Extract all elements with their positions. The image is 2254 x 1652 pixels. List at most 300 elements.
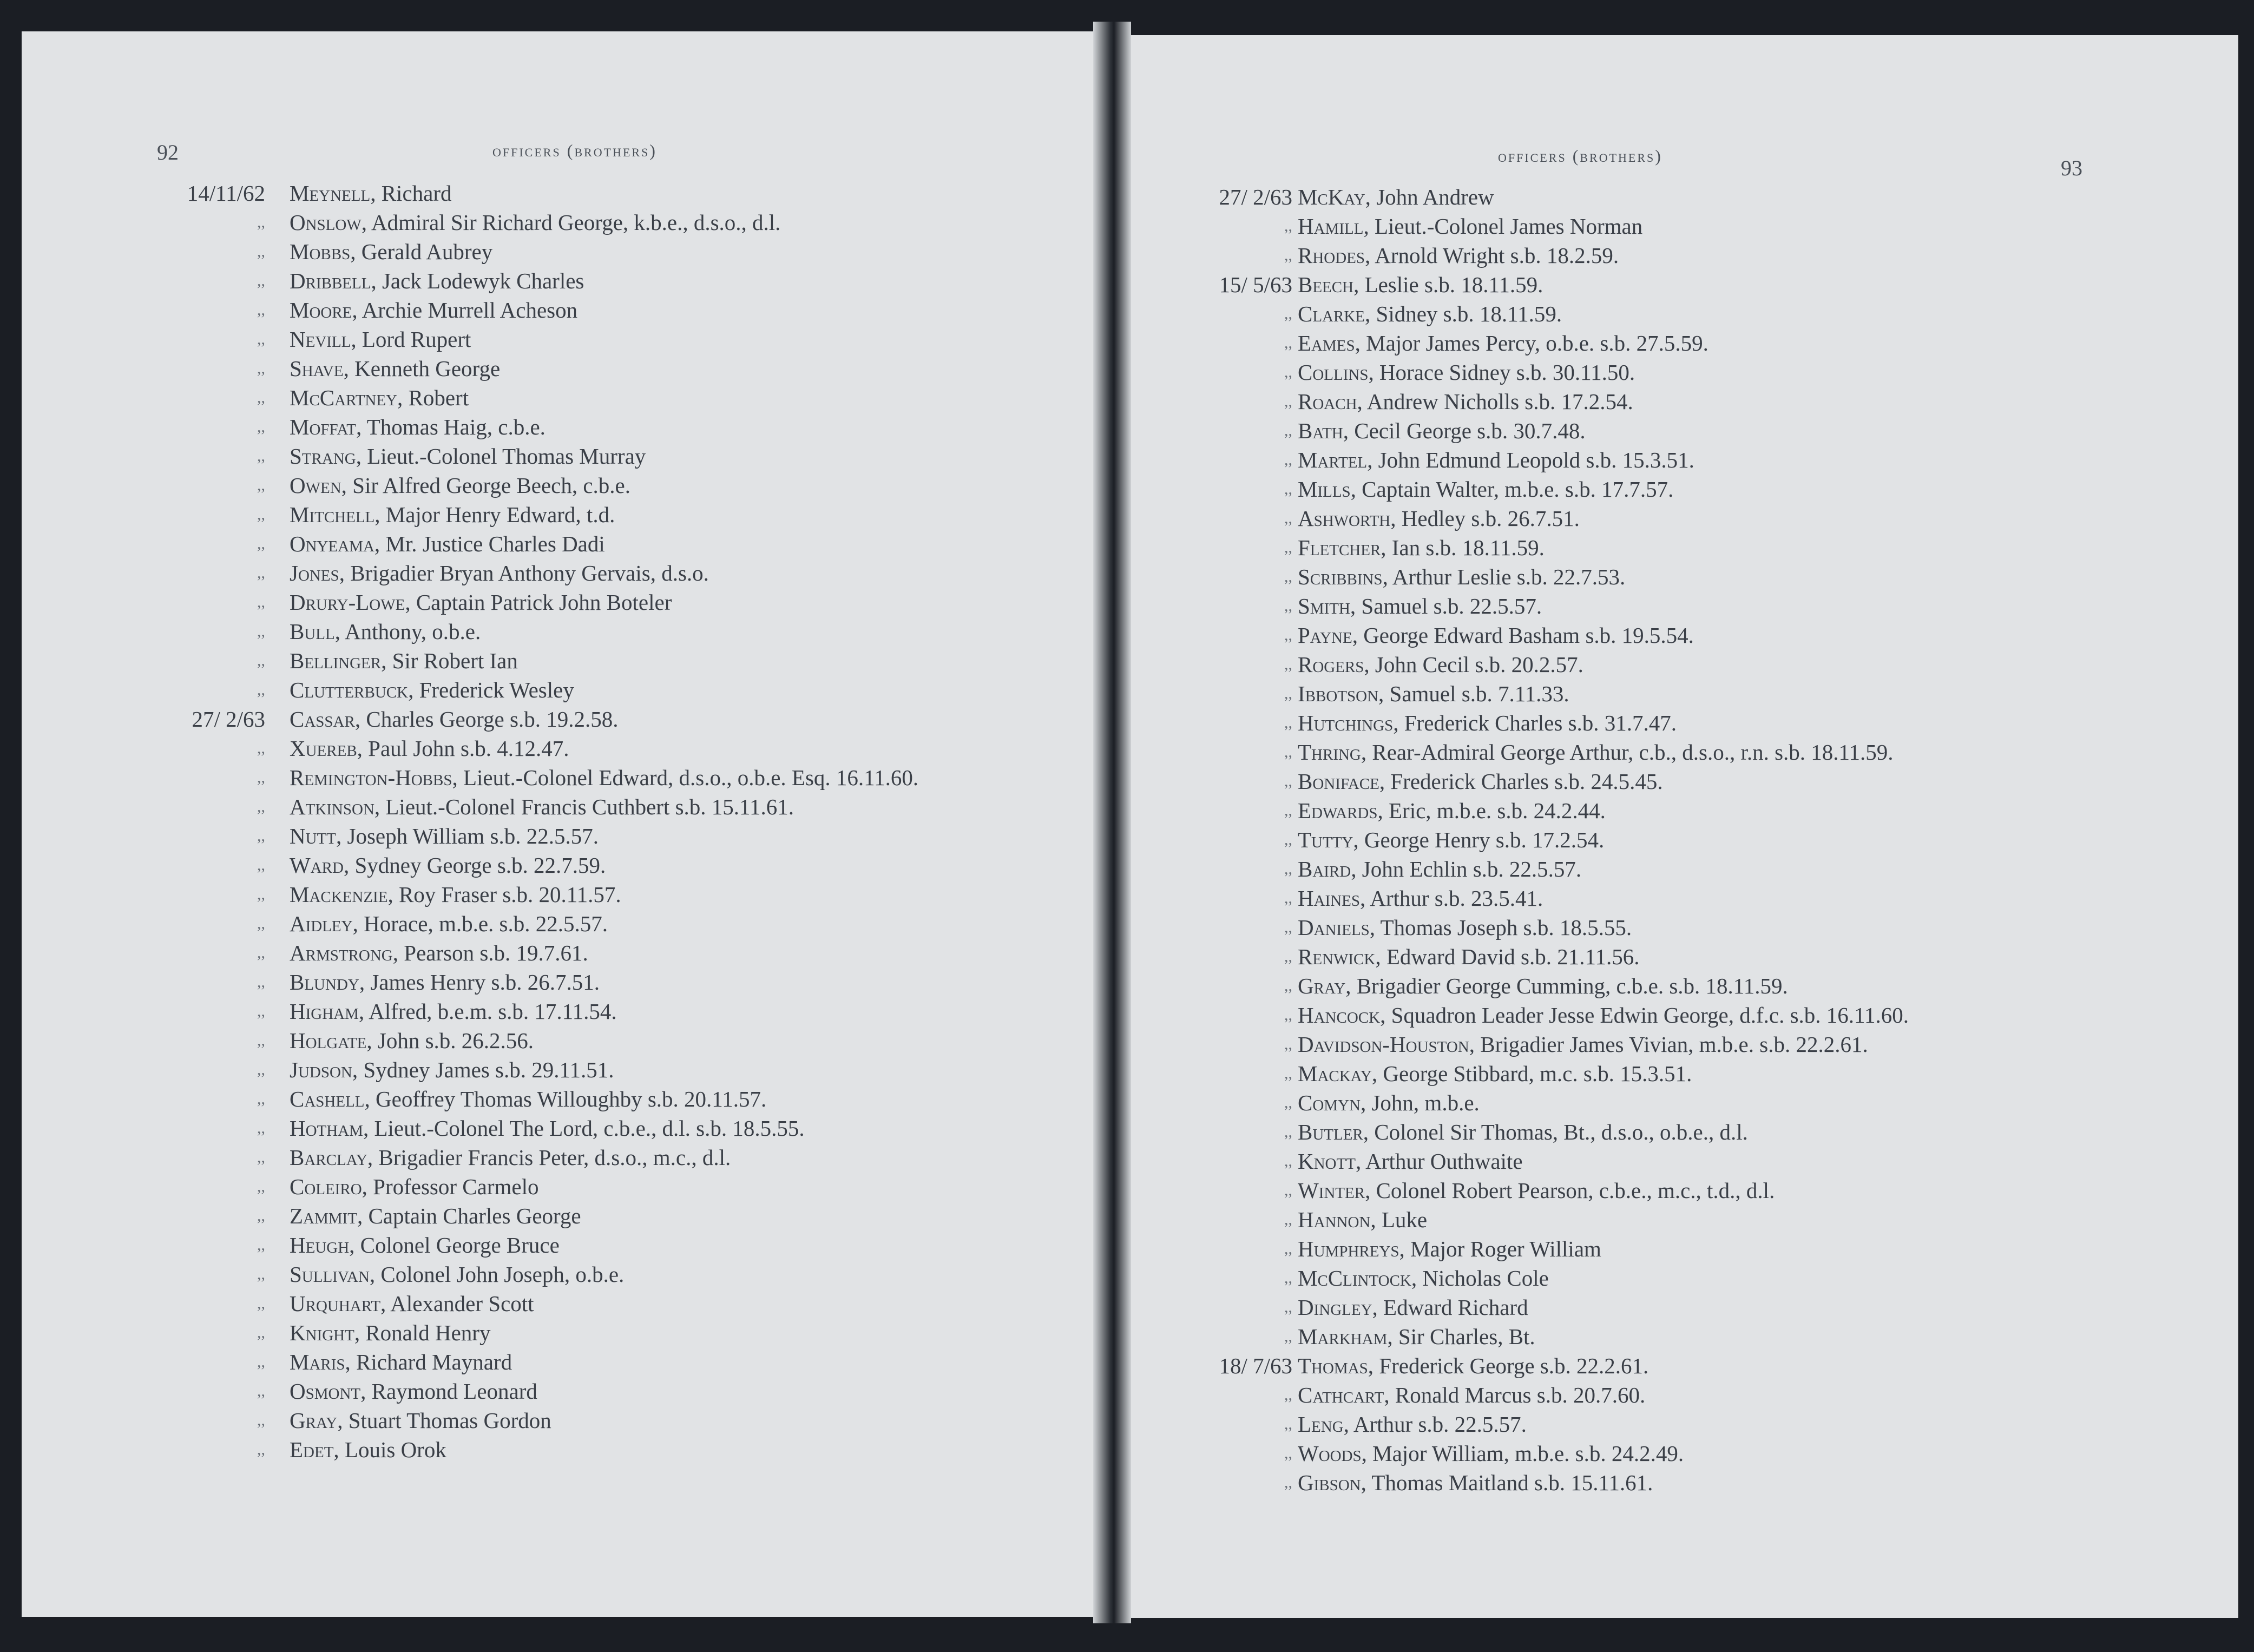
entry-surname: Aidley xyxy=(290,911,353,936)
entry-details: , Lord Rupert xyxy=(351,327,471,352)
ditto-mark: ,, xyxy=(1284,392,1292,410)
entry-text xyxy=(290,1289,534,1318)
entry-details: , Brigadier George Cumming, c.b.e. s.b. 18.11.59. xyxy=(1345,973,1788,998)
entry-text xyxy=(290,500,615,529)
entry-text xyxy=(290,266,584,295)
entry-text xyxy=(290,909,608,938)
ditto-mark: ,, xyxy=(1284,422,1292,439)
entry-text xyxy=(1298,1351,1648,1380)
entry-details: , Andrew Nicholls s.b. 17.2.54. xyxy=(1357,389,1633,414)
page-number-left: 92 xyxy=(157,140,179,164)
ditto-mark: ,, xyxy=(257,301,265,319)
ditto-mark: ,, xyxy=(257,1148,265,1166)
entry-surname: Eames xyxy=(1298,331,1355,356)
entry-surname: Coleiro xyxy=(290,1174,362,1199)
entry-surname: Bath xyxy=(1298,418,1343,443)
entry-surname: Armstrong xyxy=(290,940,393,965)
ditto-mark: ,, xyxy=(257,1002,265,1020)
entry-surname: Butler xyxy=(1298,1120,1363,1144)
entry-details: , Brigadier Bryan Anthony Gervais, d.s.o. xyxy=(339,561,709,585)
entry-surname: Ashworth xyxy=(1298,506,1391,531)
entry-surname: Davidson-Houston xyxy=(1298,1032,1469,1057)
entry-details: , Rear-Admiral George Arthur, c.b., d.s.o., r.n. s.b. 18.11.59. xyxy=(1361,740,1894,765)
ditto-mark: ,, xyxy=(1284,889,1292,907)
entry-surname: Onyeama xyxy=(290,531,374,556)
entry-surname: Higham xyxy=(290,999,359,1024)
ditto-mark: ,, xyxy=(1284,977,1292,995)
ditto-mark: ,, xyxy=(1284,509,1292,527)
entry-details: , Major Henry Edward, t.d. xyxy=(374,502,615,527)
entry-details: , Louis Orok xyxy=(333,1437,446,1462)
entry-text xyxy=(1298,562,1625,591)
entry-text xyxy=(290,325,471,354)
entry-details: , Colonel Robert Pearson, c.b.e., m.c., t.d., d.l. xyxy=(1365,1178,1775,1203)
ditto-mark: ,, xyxy=(257,651,265,669)
entry-surname: Scribbins xyxy=(1298,564,1383,589)
ditto-mark: ,, xyxy=(257,1031,265,1049)
entry-surname: Bellinger xyxy=(290,648,382,673)
entry-text xyxy=(1298,825,1604,854)
entry-text xyxy=(290,529,605,558)
entry-details: , Arthur Leslie s.b. 22.7.53. xyxy=(1382,564,1626,589)
ditto-mark: ,, xyxy=(1284,626,1292,644)
entry-details: , Lieut.-Colonel Thomas Murray xyxy=(356,444,646,469)
entry-details: , Edward Richard xyxy=(1372,1295,1528,1320)
ditto-mark: ,, xyxy=(257,389,265,406)
ditto-mark: ,, xyxy=(257,1061,265,1078)
entry-details: , Frederick Charles s.b. 24.5.45. xyxy=(1379,769,1663,794)
entry-surname: Thring xyxy=(1298,740,1361,765)
ditto-mark: ,, xyxy=(1284,334,1292,352)
ditto-mark: ,, xyxy=(1284,1181,1292,1199)
entry-surname: Smith xyxy=(1298,594,1350,618)
entry-text xyxy=(1298,1293,1528,1322)
ditto-mark: ,, xyxy=(257,418,265,436)
entry-text xyxy=(1298,1439,1684,1468)
entry-text xyxy=(1298,270,1543,299)
ditto-mark: ,, xyxy=(257,1411,265,1429)
entry-details: , Frederick Charles s.b. 31.7.47. xyxy=(1393,710,1677,735)
entry-surname: Holgate xyxy=(290,1028,367,1053)
entry-surname: Xuereb xyxy=(290,736,357,761)
entry-surname: Strang xyxy=(290,444,356,469)
entry-details: , Sir Alfred George Beech, c.b.e. xyxy=(341,473,630,498)
entry-surname: Mackenzie xyxy=(290,882,388,907)
entry-surname: Hancock xyxy=(1298,1003,1381,1028)
entry-surname: Nutt xyxy=(290,824,336,848)
entry-surname: Ibbotson xyxy=(1298,681,1379,706)
entry-text xyxy=(290,237,492,266)
entry-details: , Kenneth George xyxy=(343,356,501,381)
entry-details: , Gerald Aubrey xyxy=(350,239,493,264)
entry-details: , John Andrew xyxy=(1365,185,1494,209)
ditto-mark: ,, xyxy=(1284,363,1292,381)
entry-surname: Cathcart xyxy=(1298,1383,1384,1407)
ditto-mark: ,, xyxy=(257,914,265,932)
entry-text xyxy=(290,792,794,821)
ditto-mark: ,, xyxy=(1284,685,1292,702)
entry-surname: Shave xyxy=(290,356,344,381)
entry-text xyxy=(1298,738,1894,767)
ditto-mark: ,, xyxy=(257,973,265,991)
entry-text xyxy=(1298,1117,1748,1147)
entry-details: , Ian s.b. 18.11.59. xyxy=(1381,535,1545,560)
entry-details: , John s.b. 26.2.56. xyxy=(366,1028,534,1053)
entry-surname: Nevill xyxy=(290,327,351,352)
ditto-mark: ,, xyxy=(257,1265,265,1283)
entry-surname: Maris xyxy=(290,1350,345,1374)
entry-details: , Alfred, b.e.m. s.b. 17.11.54. xyxy=(358,999,617,1024)
ditto-mark: ,, xyxy=(1284,1035,1292,1053)
entry-surname: Moffat xyxy=(290,414,356,439)
entry-text xyxy=(290,880,621,909)
entry-date: 18/ 7/63 xyxy=(1219,1353,1292,1378)
entry-details: , Stuart Thomas Gordon xyxy=(337,1408,551,1433)
entry-text xyxy=(1298,1410,1527,1439)
entry-text xyxy=(290,1347,512,1377)
ditto-mark: ,, xyxy=(1284,217,1292,235)
entry-details: , Captain Patrick John Boteler xyxy=(405,590,672,615)
entry-details: , Sidney s.b. 18.11.59. xyxy=(1365,301,1562,326)
entry-surname: Gray xyxy=(290,1408,338,1433)
entry-surname: Rogers xyxy=(1298,652,1364,677)
entry-surname: Baird xyxy=(1298,857,1351,881)
entry-text xyxy=(290,1055,614,1084)
entry-details: , Eric, m.b.e. s.b. 24.2.44. xyxy=(1377,798,1606,823)
entry-details: , Major William, m.b.e. s.b. 24.2.49. xyxy=(1361,1441,1684,1466)
entry-surname: Barclay xyxy=(290,1145,367,1170)
ditto-mark: ,, xyxy=(257,681,265,699)
entry-text xyxy=(1298,591,1542,621)
ditto-mark: ,, xyxy=(1284,772,1292,790)
ditto-mark: ,, xyxy=(1284,831,1292,848)
entry-surname: Blundy xyxy=(290,970,359,995)
entry-text xyxy=(290,967,600,997)
ditto-mark: ,, xyxy=(257,739,265,757)
entry-details: , Admiral Sir Richard George, k.b.e., d.s.o., d.l. xyxy=(361,210,781,235)
entry-text xyxy=(290,675,574,705)
entry-details: , Raymond Leonard xyxy=(360,1379,537,1404)
entry-details: , Joseph William s.b. 22.5.57. xyxy=(336,824,599,848)
ditto-mark: ,, xyxy=(1284,1123,1292,1141)
ditto-mark: ,, xyxy=(257,1090,265,1108)
entry-surname: Sullivan xyxy=(290,1262,370,1287)
entry-text xyxy=(1298,708,1677,738)
entry-details: , Sir Robert Ian xyxy=(381,648,518,673)
entry-text xyxy=(1298,416,1586,445)
entry-text xyxy=(290,1406,551,1435)
entry-surname: Osmont xyxy=(290,1379,361,1404)
entry-text xyxy=(290,442,646,471)
entry-details: , Paul John s.b. 4.12.47. xyxy=(357,736,569,761)
entry-details: , Lieut.-Colonel Edward, d.s.o., o.b.e. Esq. 16.11.60. xyxy=(452,765,919,790)
entry-surname: Martel xyxy=(1298,447,1368,472)
ditto-mark: ,, xyxy=(1284,480,1292,498)
entry-details: , Mr. Justice Charles Dadi xyxy=(374,531,605,556)
entry-surname: Drury-Lowe xyxy=(290,590,405,615)
entry-text xyxy=(1298,913,1632,942)
entry-text xyxy=(1298,358,1635,387)
ditto-mark: ,, xyxy=(1284,597,1292,615)
entry-surname: Hannon xyxy=(1298,1207,1371,1232)
entry-text xyxy=(290,1084,766,1114)
entry-surname: Dribbell xyxy=(290,268,371,293)
entry-surname: Rhodes xyxy=(1298,243,1365,268)
entry-surname: Fletcher xyxy=(1298,535,1381,560)
entry-text xyxy=(1298,1205,1427,1234)
entry-surname: Hamill xyxy=(1298,214,1364,239)
entry-details: , Leslie s.b. 18.11.59. xyxy=(1353,272,1543,297)
entry-surname: Edet xyxy=(290,1437,334,1462)
ditto-mark: ,, xyxy=(257,1353,265,1371)
entry-text xyxy=(290,1260,624,1289)
ditto-mark: ,, xyxy=(257,564,265,582)
entry-surname: Payne xyxy=(1298,623,1352,648)
entry-surname: Urquhart xyxy=(290,1291,381,1316)
ditto-mark: ,, xyxy=(1284,1006,1292,1024)
entry-details: , Ronald Marcus s.b. 20.7.60. xyxy=(1384,1383,1646,1407)
entry-surname: Atkinson xyxy=(290,794,374,819)
ditto-mark: ,, xyxy=(257,768,265,786)
entry-details: , Jack Lodewyk Charles xyxy=(371,268,584,293)
entry-details: , Thomas Haig, c.b.e. xyxy=(356,414,546,439)
entry-text xyxy=(1298,971,1788,1001)
ditto-mark: ,, xyxy=(1284,743,1292,761)
entry-details: , Lieut.-Colonel Francis Cuthbert s.b. 15.11.61. xyxy=(374,794,794,819)
ditto-mark: ,, xyxy=(1284,1415,1292,1433)
ditto-mark: ,, xyxy=(1284,246,1292,264)
entry-details: , Colonel Sir Thomas, Bt., d.s.o., o.b.e., d.l. xyxy=(1363,1120,1748,1144)
entry-text xyxy=(290,851,606,880)
entry-text xyxy=(1298,942,1639,971)
entry-surname: Ward xyxy=(290,853,344,878)
entry-surname: McKay xyxy=(1298,185,1365,209)
entry-text xyxy=(290,295,577,325)
entry-details: , Richard xyxy=(370,181,452,206)
entry-text xyxy=(1298,854,1581,884)
entry-details: , Horace, m.b.e. s.b. 22.5.57. xyxy=(352,911,608,936)
entry-surname: Cassar xyxy=(290,707,355,732)
entry-surname: Mills xyxy=(1298,477,1351,502)
entry-text xyxy=(290,354,500,383)
ditto-mark: ,, xyxy=(257,1236,265,1254)
entry-text xyxy=(1298,299,1562,328)
ditto-mark: ,, xyxy=(257,622,265,640)
running-head-right: officers (brothers) xyxy=(1498,146,1662,166)
entry-details: , Thomas Maitland s.b. 15.11.61. xyxy=(1361,1470,1653,1495)
ditto-mark: ,, xyxy=(257,330,265,348)
entry-surname: Comyn xyxy=(1298,1090,1361,1115)
entry-details: , Major Roger William xyxy=(1399,1236,1601,1261)
entry-details: , Samuel s.b. 22.5.57. xyxy=(1350,594,1542,618)
entry-text xyxy=(1298,212,1642,241)
entry-surname: Roach xyxy=(1298,389,1357,414)
ditto-mark: ,, xyxy=(1284,451,1292,469)
entry-surname: Daniels xyxy=(1298,915,1370,940)
ditto-mark: ,, xyxy=(1284,538,1292,556)
entry-text xyxy=(290,705,618,734)
entry-text xyxy=(290,763,918,792)
entry-date: 27/ 2/63 xyxy=(192,707,265,732)
entry-surname: Thomas xyxy=(1298,1353,1368,1378)
entry-text xyxy=(1298,1263,1549,1293)
entry-details: , Anthony, o.b.e. xyxy=(334,619,481,644)
entry-details: , Major James Percy, o.b.e. s.b. 27.5.59. xyxy=(1355,331,1708,356)
entry-text xyxy=(290,558,709,588)
entry-text xyxy=(290,1143,731,1172)
entry-details: , Arthur Outhwaite xyxy=(1355,1149,1523,1174)
ditto-mark: ,, xyxy=(257,359,265,377)
entry-details: , John Echlin s.b. 22.5.57. xyxy=(1351,857,1582,881)
entry-text xyxy=(1298,328,1708,358)
entry-text xyxy=(1298,621,1694,650)
entry-surname: Moore xyxy=(290,298,352,322)
ditto-mark: ,, xyxy=(1284,860,1292,878)
entry-surname: Clutterbuck xyxy=(290,677,409,702)
ditto-mark: ,, xyxy=(257,1382,265,1400)
entry-details: , Hedley s.b. 26.7.51. xyxy=(1390,506,1580,531)
entry-surname: Leng xyxy=(1298,1412,1344,1437)
entry-surname: McClintock xyxy=(1298,1266,1411,1291)
entry-details: , Luke xyxy=(1370,1207,1428,1232)
entry-details: , Cecil George s.b. 30.7.48. xyxy=(1343,418,1586,443)
entry-details: , Captain Walter, m.b.e. s.b. 17.7.57. xyxy=(1350,477,1674,502)
entry-text xyxy=(290,997,617,1026)
entry-details: , Thomas Joseph s.b. 18.5.55. xyxy=(1369,915,1632,940)
ditto-mark: ,, xyxy=(1284,1064,1292,1082)
ditto-mark: ,, xyxy=(257,798,265,815)
entry-text xyxy=(1298,1030,1868,1059)
entry-surname: Judson xyxy=(290,1057,352,1082)
entry-text xyxy=(1298,884,1543,913)
entry-surname: Collins xyxy=(1298,360,1369,385)
entry-text xyxy=(290,1230,560,1260)
ditto-mark: ,, xyxy=(1284,1386,1292,1404)
entry-details: , Colonel John Joseph, o.b.e. xyxy=(369,1262,625,1287)
entry-surname: Zammit xyxy=(290,1203,357,1228)
entry-details: , Brigadier James Vivian, m.b.e. s.b. 22.2.61. xyxy=(1469,1032,1868,1057)
entry-surname: Mackay xyxy=(1298,1061,1372,1086)
ditto-mark: ,, xyxy=(1284,1327,1292,1345)
entry-text xyxy=(290,412,546,442)
ditto-mark: ,, xyxy=(257,885,265,903)
ditto-mark: ,, xyxy=(1284,1473,1292,1491)
ditto-mark: ,, xyxy=(257,535,265,552)
entry-details: , Robert xyxy=(397,385,469,410)
entry-details: , Lieut.-Colonel James Norman xyxy=(1363,214,1643,239)
entry-details: , James Henry s.b. 26.7.51. xyxy=(359,970,600,995)
entry-text xyxy=(1298,1468,1653,1497)
entry-text xyxy=(1298,767,1663,796)
entry-details: , Captain Charles George xyxy=(357,1203,581,1228)
ditto-mark: ,, xyxy=(257,593,265,611)
entry-date: 14/11/62 xyxy=(187,181,265,206)
ditto-mark: ,, xyxy=(257,213,265,231)
entry-surname: Bull xyxy=(290,619,335,644)
entry-date: 27/ 2/63 xyxy=(1219,185,1292,209)
book-gutter xyxy=(1093,22,1131,1623)
entry-details: , Arthur s.b. 23.5.41. xyxy=(1360,886,1543,911)
ditto-mark: ,, xyxy=(1284,305,1292,322)
ditto-mark: ,, xyxy=(1284,947,1292,965)
entry-text xyxy=(1298,445,1694,475)
entry-details: , Edward David s.b. 21.11.56. xyxy=(1375,944,1640,969)
entry-surname: Jones xyxy=(290,561,339,585)
entry-text xyxy=(290,646,518,675)
ditto-mark: ,, xyxy=(257,1294,265,1312)
ditto-mark: ,, xyxy=(1284,801,1292,819)
entry-text xyxy=(290,1435,446,1464)
entry-surname: Remington-Hobbs xyxy=(290,765,452,790)
ditto-mark: ,, xyxy=(257,1324,265,1341)
ditto-mark: ,, xyxy=(257,944,265,962)
entry-text xyxy=(290,1201,581,1230)
entry-text xyxy=(1298,1088,1480,1117)
entry-surname: Renwick xyxy=(1298,944,1376,969)
entry-surname: Winter xyxy=(1298,1178,1365,1203)
entry-details: , John, m.b.e. xyxy=(1360,1090,1480,1115)
entry-details: , Ronald Henry xyxy=(354,1320,491,1345)
entry-details: , Alexander Scott xyxy=(380,1291,534,1316)
entry-details: , George Henry s.b. 17.2.54. xyxy=(1353,827,1605,852)
entry-details: , Frederick Wesley xyxy=(408,677,574,702)
page-number-right: 93 xyxy=(2061,156,2082,180)
ditto-mark: ,, xyxy=(1284,1444,1292,1462)
entry-text xyxy=(290,1377,537,1406)
entry-surname: Gibson xyxy=(1298,1470,1361,1495)
entry-surname: Hotham xyxy=(290,1116,363,1141)
entry-details: , John Edmund Leopold s.b. 15.3.51. xyxy=(1367,447,1694,472)
entry-details: , George Stibbard, m.c. s.b. 15.3.51. xyxy=(1371,1061,1692,1086)
left-page xyxy=(22,31,1109,1617)
entry-details: , Brigadier Francis Peter, d.s.o., m.c., d.l. xyxy=(367,1145,731,1170)
entry-surname: Knight xyxy=(290,1320,354,1345)
entry-details: , Archie Murrell Acheson xyxy=(352,298,578,322)
entry-text xyxy=(1298,1380,1645,1410)
entry-text xyxy=(1298,1059,1692,1088)
entry-details: , Arthur s.b. 22.5.57. xyxy=(1343,1412,1527,1437)
entry-text xyxy=(290,179,452,208)
entry-surname: Cashell xyxy=(290,1087,365,1111)
entry-surname: Haines xyxy=(1298,886,1360,911)
entry-details: , Professor Carmelo xyxy=(362,1174,539,1199)
ditto-mark: ,, xyxy=(257,1177,265,1195)
entry-surname: Owen xyxy=(290,473,341,498)
entry-text xyxy=(290,821,599,851)
entry-details: , Colonel George Bruce xyxy=(349,1233,560,1258)
entry-text xyxy=(290,1318,490,1347)
right-page xyxy=(1119,35,2238,1618)
entry-text xyxy=(1298,182,1494,212)
entry-text xyxy=(1298,1001,1909,1030)
ditto-mark: ,, xyxy=(1284,918,1292,936)
entry-details: , Sydney James s.b. 29.11.51. xyxy=(352,1057,614,1082)
ditto-mark: ,, xyxy=(257,242,265,260)
entry-surname: Beech xyxy=(1298,272,1354,297)
entry-details: , Nicholas Cole xyxy=(1411,1266,1549,1291)
entry-text xyxy=(1298,1176,1775,1205)
ditto-mark: ,, xyxy=(257,827,265,845)
entry-text xyxy=(290,1172,538,1201)
ditto-mark: ,, xyxy=(257,1207,265,1225)
ditto-mark: ,, xyxy=(1284,1240,1292,1258)
ditto-mark: ,, xyxy=(1284,1269,1292,1287)
entry-details: , Geoffrey Thomas Willoughby s.b. 20.11.57. xyxy=(364,1087,767,1111)
entry-details: , George Edward Basham s.b. 19.5.54. xyxy=(1352,623,1694,648)
entry-text xyxy=(290,208,780,237)
entry-text xyxy=(290,938,588,967)
ditto-mark: ,, xyxy=(1284,1210,1292,1228)
